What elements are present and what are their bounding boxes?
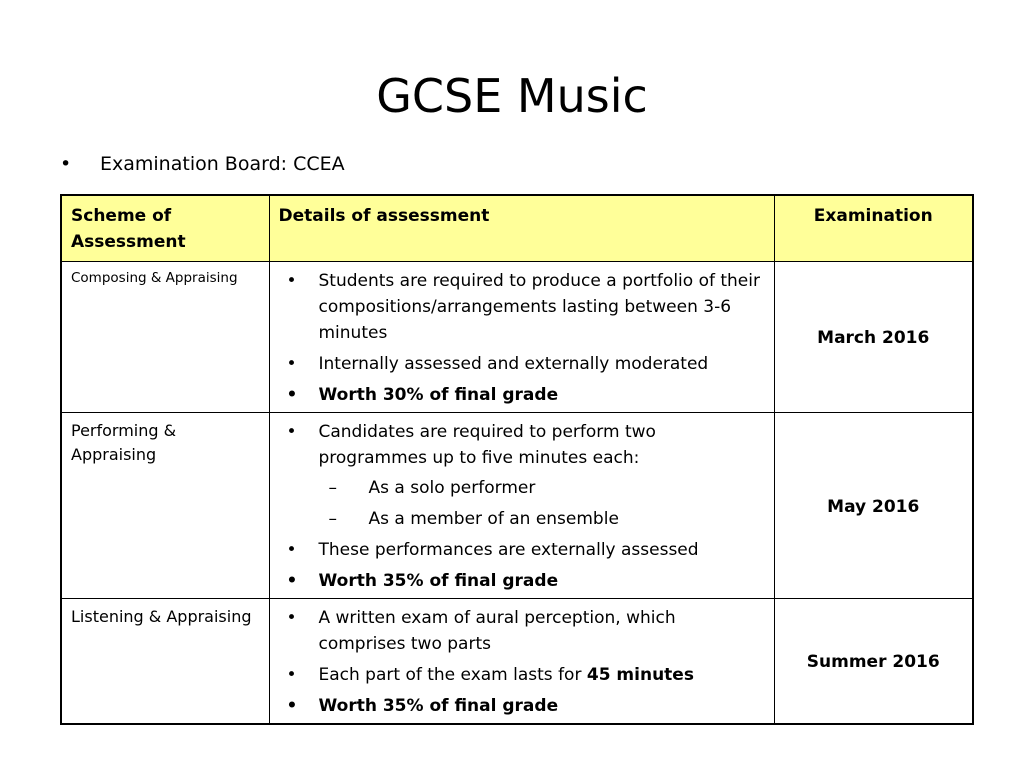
details-cell <box>269 413 774 599</box>
bullet-icon: • <box>286 665 297 685</box>
detail-text: These performances are externally assessed <box>318 540 699 560</box>
exam-date-cell: May 2016 <box>774 413 973 599</box>
detail-text: Worth 30% of final grade <box>318 385 559 405</box>
slide-title: GCSE Music <box>376 69 648 123</box>
header-examination: Examination <box>774 195 973 262</box>
scheme-cell: Listening & Appraising <box>61 599 269 725</box>
detail-text: Worth 35% of final grade <box>318 696 559 716</box>
detail-text: Students are required to produce a portfolio of their compositions/arrangements lasting between 3-6 minutes <box>318 271 760 343</box>
detail-text: Worth 35% of final grade <box>318 571 559 591</box>
header-scheme: Scheme of Assessment <box>61 195 269 262</box>
bullet-icon: • <box>286 571 298 591</box>
header-details: Details of assessment <box>269 195 774 262</box>
sub-item <box>319 506 765 532</box>
detail-item <box>279 382 765 408</box>
detail-item <box>279 537 765 563</box>
scheme-cell: Performing & Appraising <box>61 413 269 599</box>
detail-item <box>279 605 765 657</box>
details-cell <box>269 599 774 725</box>
detail-text: Internally assessed and externally moderated <box>318 354 709 374</box>
table-row <box>61 262 973 413</box>
bullet-icon: • <box>286 354 297 374</box>
exam-board-bullet <box>60 150 345 178</box>
assessment-table <box>60 194 974 725</box>
bullet-icon: • <box>60 153 72 175</box>
sub-item <box>319 475 765 501</box>
exam-date-cell: March 2016 <box>774 262 973 413</box>
bullet-icon: • <box>286 385 298 405</box>
table-row <box>61 413 973 599</box>
scheme-cell: Composing & Appraising <box>61 262 269 413</box>
detail-item <box>279 268 765 346</box>
sub-item-text: As a solo performer <box>368 478 536 498</box>
bullet-icon: • <box>286 540 297 560</box>
exam-date-cell: Summer 2016 <box>774 599 973 725</box>
detail-item <box>279 568 765 594</box>
sub-item-text: As a member of an ensemble <box>368 509 619 529</box>
detail-text: Each part of the exam lasts for <box>318 665 587 685</box>
dash-icon: – <box>328 478 337 498</box>
table-header-row <box>61 195 973 262</box>
exam-board-text: Examination Board: CCEA <box>100 153 345 175</box>
detail-text: A written exam of aural perception, which comprises two parts <box>318 608 676 654</box>
bullet-icon: • <box>286 271 297 291</box>
detail-item <box>279 419 765 532</box>
bullet-icon: • <box>286 696 298 716</box>
bullet-icon: • <box>286 608 297 628</box>
detail-text: Candidates are required to perform two programmes up to five minutes each: <box>318 422 656 468</box>
detail-item <box>279 662 765 688</box>
details-cell <box>269 262 774 413</box>
bullet-icon: • <box>286 422 297 442</box>
detail-item <box>279 351 765 377</box>
detail-bold-text: 45 minutes <box>586 665 694 685</box>
detail-item <box>279 693 765 719</box>
dash-icon: – <box>328 509 337 529</box>
table-row <box>61 599 973 725</box>
